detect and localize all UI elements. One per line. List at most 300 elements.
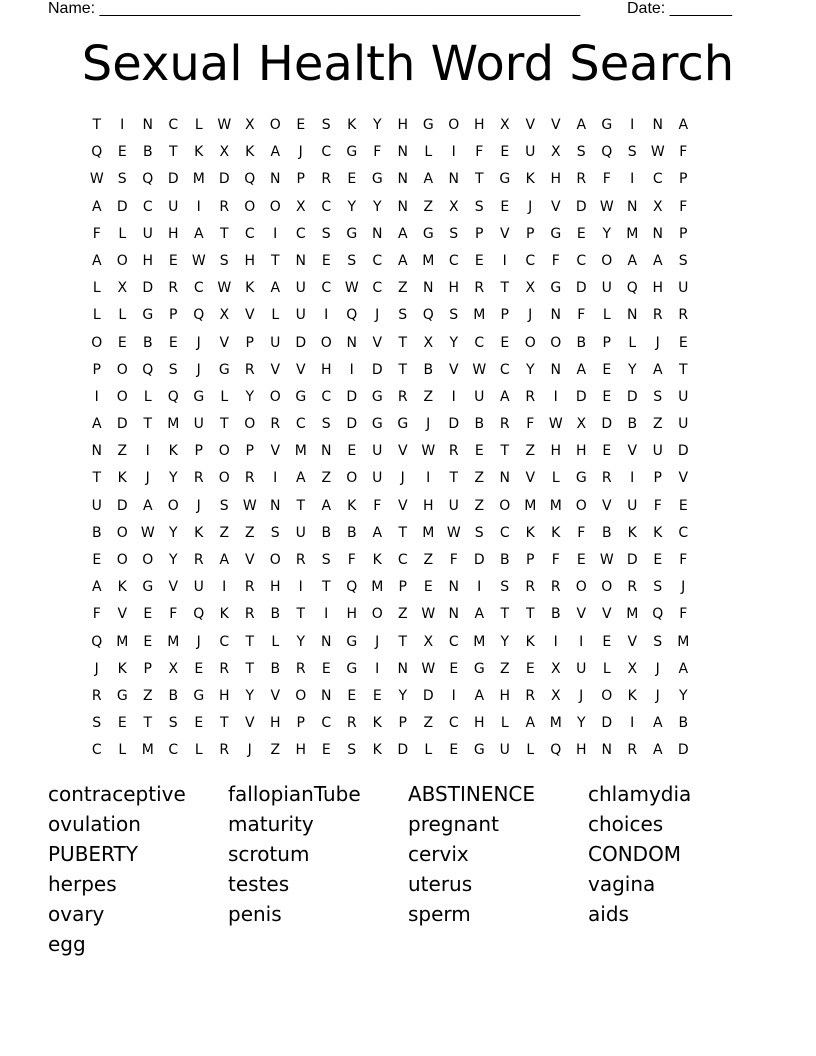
- grid-letter: W: [344, 280, 359, 297]
- grid-letter: L: [92, 280, 101, 297]
- grid-letter: B: [142, 334, 153, 351]
- grid-letter: I: [94, 388, 99, 405]
- grid-letter: V: [499, 225, 510, 242]
- grid-letter: I: [630, 715, 635, 732]
- grid-letter: S: [500, 579, 510, 596]
- grid-letter: U: [270, 334, 281, 351]
- grid-letter: U: [193, 579, 204, 596]
- grid-letter: N: [372, 225, 383, 242]
- grid-letter: E: [321, 660, 331, 677]
- grid-letter: O: [116, 552, 128, 568]
- grid-letter: F: [602, 171, 611, 188]
- grid-letter: J: [196, 633, 201, 650]
- grid-letter: J: [94, 660, 99, 677]
- grid-letter: F: [92, 606, 101, 623]
- grid-letter: P: [679, 225, 688, 242]
- grid-letter: C: [244, 225, 255, 242]
- grid-letter: M: [677, 633, 690, 650]
- grid-letter: E: [143, 633, 153, 650]
- grid-letter: N: [346, 334, 357, 351]
- grid-letter: S: [653, 388, 663, 405]
- grid-letter: I: [477, 579, 482, 596]
- grid-letter: X: [550, 660, 561, 677]
- grid-letter: A: [219, 552, 230, 568]
- grid-letter: D: [346, 416, 358, 433]
- grid-letter: B: [474, 416, 485, 433]
- grid-letter: A: [397, 225, 408, 242]
- grid-letter: T: [270, 252, 280, 269]
- grid-letter: B: [270, 606, 281, 623]
- word-list: [48, 779, 768, 959]
- grid-letter: S: [474, 198, 484, 215]
- grid-letter: X: [168, 660, 179, 677]
- grid-letter: R: [627, 742, 638, 759]
- grid-letter: O: [142, 552, 154, 568]
- grid-letter: Y: [500, 633, 510, 650]
- grid-letter: T: [398, 334, 408, 351]
- grid-letter: S: [321, 552, 331, 568]
- grid-letter: E: [194, 715, 204, 732]
- grid-letter: R: [448, 443, 459, 460]
- grid-letter: G: [193, 388, 205, 405]
- grid-letter: T: [296, 606, 306, 623]
- grid-letter: P: [398, 715, 407, 732]
- grid-letter: Z: [423, 198, 434, 215]
- grid-letter: R: [295, 552, 306, 568]
- grid-letter: J: [528, 307, 533, 324]
- grid-letter: E: [474, 252, 484, 269]
- grid-letter: M: [626, 225, 639, 242]
- grid-letter: N: [652, 117, 663, 133]
- grid-letter: V: [117, 606, 128, 623]
- grid-letter: C: [168, 117, 179, 133]
- grid-row: [84, 221, 734, 248]
- grid-letter: M: [549, 715, 562, 732]
- grid-letter: G: [397, 416, 409, 433]
- grid-letter: S: [321, 117, 331, 133]
- grid-letter: C: [525, 252, 536, 269]
- grid-letter: G: [550, 225, 562, 242]
- grid-letter: H: [499, 687, 511, 704]
- grid-letter: C: [397, 552, 408, 568]
- grid-letter: X: [423, 334, 434, 351]
- grid-letter: T: [92, 117, 102, 133]
- grid-letter: R: [576, 171, 587, 188]
- grid-letter: C: [448, 633, 459, 650]
- grid-letter: F: [373, 497, 382, 514]
- grid-letter: M: [422, 252, 435, 269]
- grid-letter: D: [601, 715, 613, 732]
- grid-letter: G: [142, 579, 154, 596]
- grid-letter: R: [525, 687, 536, 704]
- grid-letter: K: [525, 524, 535, 541]
- grid-letter: F: [92, 225, 101, 242]
- grid-letter: S: [219, 497, 229, 514]
- grid-letter: E: [500, 334, 510, 351]
- grid-letter: E: [117, 715, 127, 732]
- grid-letter: I: [451, 388, 456, 405]
- grid-letter: B: [168, 687, 179, 704]
- grid-letter: P: [245, 334, 254, 351]
- grid-letter: T: [92, 470, 102, 487]
- grid-letter: F: [449, 552, 458, 568]
- grid-letter: R: [321, 171, 332, 188]
- grid-letter: F: [373, 144, 382, 161]
- grid-letter: H: [269, 579, 281, 596]
- grid-letter: N: [448, 579, 459, 596]
- grid-letter: R: [244, 361, 255, 378]
- grid-letter: C: [474, 334, 485, 351]
- grid-letter: E: [321, 742, 331, 759]
- grid-letter: O: [116, 361, 128, 378]
- grid-letter: O: [575, 497, 587, 514]
- grid-row: [84, 601, 734, 628]
- grid-letter: Y: [245, 687, 255, 704]
- grid-letter: U: [193, 416, 204, 433]
- grid-letter: B: [678, 715, 689, 732]
- grid-letter: E: [449, 742, 459, 759]
- grid-letter: N: [142, 117, 153, 133]
- grid-letter: G: [142, 307, 154, 324]
- grid-letter: R: [397, 388, 408, 405]
- grid-letter: E: [347, 687, 357, 704]
- grid-letter: K: [653, 524, 663, 541]
- grid-letter: A: [652, 252, 663, 269]
- grid-letter: L: [526, 742, 535, 759]
- grid-letter: Q: [193, 606, 205, 623]
- grid-letter: F: [526, 416, 535, 433]
- grid-letter: C: [321, 388, 332, 405]
- grid-letter: O: [91, 334, 103, 351]
- grid-letter: R: [91, 687, 102, 704]
- grid-letter: X: [117, 280, 128, 297]
- grid-letter: J: [655, 660, 660, 677]
- grid-letter: U: [448, 497, 459, 514]
- grid-letter: H: [473, 715, 485, 732]
- grid-letter: C: [678, 524, 689, 541]
- word-list-item: cervix: [408, 842, 469, 866]
- grid-letter: R: [678, 307, 689, 324]
- grid-letter: K: [117, 470, 127, 487]
- grid-letter: N: [652, 225, 663, 242]
- grid-letter: F: [577, 307, 586, 324]
- grid-row: [84, 574, 734, 601]
- grid-letter: E: [423, 579, 433, 596]
- grid-letter: W: [217, 117, 232, 133]
- grid-letter: J: [579, 687, 584, 704]
- grid-letter: I: [579, 633, 584, 650]
- grid-letter: D: [167, 171, 179, 188]
- grid-letter: W: [421, 660, 436, 677]
- grid-row: [84, 438, 734, 465]
- grid-letter: P: [143, 660, 152, 677]
- grid-letter: N: [397, 660, 408, 677]
- grid-row: [84, 547, 734, 574]
- grid-letter: F: [679, 552, 688, 568]
- grid-letter: M: [167, 633, 180, 650]
- grid-letter: H: [448, 280, 460, 297]
- grid-letter: X: [550, 687, 561, 704]
- grid-letter: O: [524, 334, 536, 351]
- grid-letter: G: [371, 416, 383, 433]
- grid-letter: E: [525, 660, 535, 677]
- grid-letter: I: [349, 361, 354, 378]
- grid-letter: X: [244, 117, 255, 133]
- grid-letter: E: [500, 198, 510, 215]
- grid-letter: J: [196, 334, 201, 351]
- grid-letter: A: [91, 252, 102, 269]
- word-list-item: fallopianTube: [228, 782, 361, 806]
- grid-letter: U: [91, 497, 102, 514]
- grid-letter: I: [196, 198, 201, 215]
- grid-letter: Z: [499, 660, 510, 677]
- grid-row: [84, 166, 734, 193]
- grid-letter: L: [424, 144, 433, 161]
- grid-letter: O: [269, 552, 281, 568]
- grid-letter: D: [422, 687, 434, 704]
- grid-letter: V: [627, 443, 638, 460]
- grid-letter: N: [397, 198, 408, 215]
- grid-letter: A: [627, 252, 638, 269]
- grid-letter: M: [192, 171, 205, 188]
- word-list-item: uterus: [408, 872, 473, 896]
- grid-letter: D: [116, 198, 128, 215]
- grid-letter: M: [524, 497, 537, 514]
- grid-letter: E: [678, 497, 688, 514]
- grid-letter: A: [270, 144, 281, 161]
- grid-letter: G: [193, 687, 205, 704]
- grid-letter: C: [499, 361, 510, 378]
- grid-letter: Y: [602, 225, 612, 242]
- grid-letter: Q: [142, 361, 154, 378]
- grid-letter: S: [168, 361, 178, 378]
- grid-letter: A: [499, 388, 510, 405]
- grid-letter: I: [273, 470, 278, 487]
- grid-letter: F: [169, 606, 178, 623]
- grid-letter: E: [602, 388, 612, 405]
- grid-letter: E: [347, 171, 357, 188]
- grid-letter: W: [217, 280, 232, 297]
- grid-letter: H: [244, 252, 256, 269]
- grid-letter: H: [550, 171, 562, 188]
- grid-letter: A: [423, 171, 434, 188]
- grid-letter: D: [677, 443, 689, 460]
- grid-letter: E: [576, 552, 586, 568]
- grid-letter: D: [346, 388, 358, 405]
- grid-letter: U: [627, 497, 638, 514]
- grid-letter: X: [627, 660, 638, 677]
- grid-letter: B: [423, 361, 434, 378]
- grid-letter: G: [371, 388, 383, 405]
- grid-letter: W: [599, 198, 614, 215]
- grid-letter: M: [473, 307, 486, 324]
- grid-row: [84, 411, 734, 438]
- grid-letter: W: [599, 552, 614, 568]
- grid-letter: U: [678, 416, 689, 433]
- grid-letter: N: [91, 443, 102, 460]
- grid-letter: L: [194, 742, 203, 759]
- grid-letter: T: [398, 361, 408, 378]
- grid-letter: Z: [142, 687, 153, 704]
- grid-letter: I: [630, 117, 635, 133]
- grid-letter: J: [247, 742, 252, 759]
- grid-letter: W: [140, 524, 155, 541]
- grid-letter: N: [550, 307, 561, 324]
- grid-letter: T: [398, 524, 408, 541]
- grid-letter: K: [194, 524, 204, 541]
- word-list-item: testes: [228, 872, 290, 896]
- grid-letter: K: [372, 715, 382, 732]
- grid-letter: E: [117, 144, 127, 161]
- grid-letter: H: [550, 443, 562, 460]
- word-list-item: aids: [588, 902, 629, 926]
- grid-letter: L: [92, 307, 101, 324]
- grid-letter: U: [372, 443, 383, 460]
- grid-letter: T: [321, 579, 331, 596]
- grid-row: [84, 302, 734, 329]
- grid-letter: Q: [550, 742, 562, 759]
- grid-letter: V: [397, 443, 408, 460]
- grid-letter: Y: [245, 388, 255, 405]
- grid-letter: V: [244, 552, 255, 568]
- grid-letter: E: [143, 606, 153, 623]
- grid-letter: G: [601, 117, 613, 133]
- grid-letter: R: [346, 715, 357, 732]
- word-list-item: ovary: [48, 902, 105, 926]
- grid-letter: B: [499, 552, 510, 568]
- grid-letter: G: [346, 633, 358, 650]
- grid-row: [84, 656, 734, 683]
- grid-row: [84, 357, 734, 384]
- grid-letter: H: [269, 715, 281, 732]
- grid-letter: Q: [652, 606, 664, 623]
- grid-letter: A: [576, 361, 587, 378]
- grid-letter: H: [167, 225, 179, 242]
- grid-letter: O: [601, 579, 613, 596]
- grid-letter: Q: [626, 280, 638, 297]
- grid-letter: K: [347, 117, 357, 133]
- grid-row: [84, 112, 734, 139]
- grid-letter: M: [473, 633, 486, 650]
- grid-letter: T: [245, 660, 255, 677]
- grid-letter: D: [626, 552, 638, 568]
- grid-row: [84, 248, 734, 275]
- grid-letter: R: [244, 606, 255, 623]
- grid-letter: Z: [525, 443, 536, 460]
- grid-letter: K: [194, 144, 204, 161]
- grid-letter: R: [193, 552, 204, 568]
- grid-letter: E: [602, 633, 612, 650]
- grid-letter: J: [375, 307, 380, 324]
- grid-letter: G: [346, 225, 358, 242]
- grid-letter: V: [601, 606, 612, 623]
- grid-letter: P: [526, 552, 535, 568]
- grid-letter: A: [91, 198, 102, 215]
- grid-letter: Q: [91, 144, 103, 161]
- grid-letter: V: [219, 334, 230, 351]
- grid-letter: R: [474, 280, 485, 297]
- word-list-item: CONDOM: [588, 842, 682, 866]
- grid-letter: G: [295, 388, 307, 405]
- grid-letter: N: [627, 198, 638, 215]
- grid-letter: V: [270, 361, 281, 378]
- grid-row: [84, 520, 734, 547]
- grid-letter: H: [218, 687, 230, 704]
- grid-letter: Q: [91, 633, 103, 650]
- grid-letter: H: [575, 742, 587, 759]
- grid-letter: R: [219, 198, 230, 215]
- grid-letter: D: [448, 416, 460, 433]
- grid-letter: A: [678, 117, 689, 133]
- grid-letter: E: [576, 225, 586, 242]
- word-list-item: egg: [48, 932, 86, 956]
- grid-letter: D: [575, 388, 587, 405]
- grid-letter: I: [273, 225, 278, 242]
- grid-letter: M: [626, 606, 639, 623]
- grid-letter: E: [500, 144, 510, 161]
- word-list-item: PUBERTY: [48, 842, 138, 866]
- grid-letter: R: [295, 660, 306, 677]
- grid-letter: W: [421, 606, 436, 623]
- grid-letter: V: [270, 443, 281, 460]
- grid-letter: D: [371, 361, 383, 378]
- grid-letter: C: [499, 524, 510, 541]
- grid-letter: Y: [296, 633, 306, 650]
- grid-letter: S: [449, 307, 459, 324]
- grid-letter: C: [321, 198, 332, 215]
- grid-letter: C: [168, 742, 179, 759]
- grid-letter: C: [142, 198, 153, 215]
- grid-letter: A: [474, 606, 485, 623]
- grid-letter: I: [553, 633, 558, 650]
- grid-letter: R: [219, 742, 230, 759]
- grid-letter: K: [551, 524, 561, 541]
- grid-letter: G: [116, 687, 128, 704]
- grid-letter: R: [627, 579, 638, 596]
- grid-letter: K: [627, 524, 637, 541]
- grid-letter: R: [270, 416, 281, 433]
- grid-letter: L: [271, 307, 280, 324]
- grid-letter: O: [269, 117, 281, 133]
- grid-letter: S: [449, 225, 459, 242]
- grid-letter: N: [321, 687, 332, 704]
- grid-letter: T: [168, 144, 178, 161]
- grid-letter: Y: [525, 361, 535, 378]
- grid-letter: N: [397, 144, 408, 161]
- grid-letter: Q: [422, 307, 434, 324]
- grid-letter: V: [627, 633, 638, 650]
- grid-letter: N: [448, 606, 459, 623]
- grid-letter: R: [525, 388, 536, 405]
- grid-letter: S: [627, 144, 637, 161]
- grid-letter: C: [295, 225, 306, 242]
- grid-letter: N: [295, 252, 306, 269]
- grid-letter: U: [601, 280, 612, 297]
- grid-letter: Z: [474, 470, 485, 487]
- grid-letter: B: [142, 144, 153, 161]
- grid-letter: T: [449, 470, 459, 487]
- grid-letter: V: [550, 117, 561, 133]
- grid-letter: C: [652, 171, 663, 188]
- grid-letter: Z: [423, 552, 434, 568]
- grid-letter: L: [194, 117, 203, 133]
- grid-letter: R: [550, 579, 561, 596]
- grid-letter: K: [219, 606, 229, 623]
- grid-letter: L: [602, 307, 611, 324]
- word-list-item: chlamydia: [588, 782, 692, 806]
- grid-letter: U: [678, 388, 689, 405]
- grid-letter: O: [269, 198, 281, 215]
